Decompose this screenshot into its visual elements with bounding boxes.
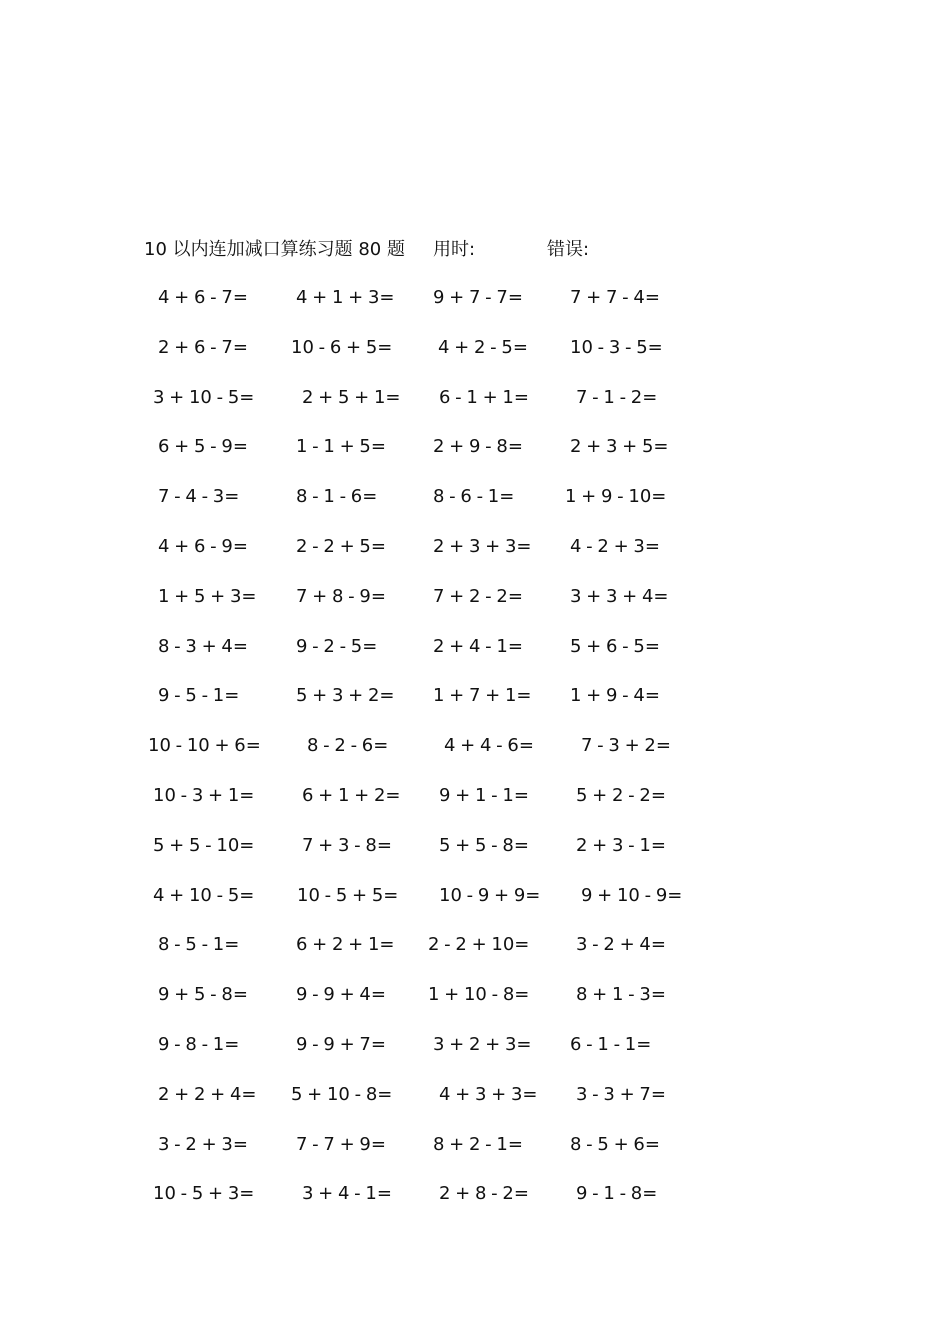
worksheet-title: 10 以内连加减口算练习题 80 题 [144,239,405,260]
problem-item: 9 - 8 - 1= [158,1033,240,1055]
problem-row [0,681,950,731]
problem-item: 2 + 3 + 5= [570,436,669,458]
problem-item: 9 - 9 + 4= [296,984,386,1006]
problem-row [0,333,950,383]
problem-item: 1 + 5 + 3= [158,585,257,607]
problem-row [0,980,950,1030]
problem-item: 4 + 4 - 6= [444,735,534,757]
problem-item: 7 + 3 - 8= [302,834,392,856]
problem-item: 10 - 9 + 9= [439,884,541,906]
time-used-label: 用时: [433,239,476,260]
problem-row [0,781,950,831]
problem-item: 5 + 3 + 2= [296,685,395,707]
problem-row [0,831,950,881]
problem-item: 6 + 1 + 2= [302,784,401,806]
problem-item: 10 - 6 + 5= [291,336,393,358]
problem-item: 2 + 6 - 7= [158,336,248,358]
problem-item: 2 + 5 + 1= [302,386,401,408]
problem-row [0,482,950,532]
problem-item: 2 + 3 + 3= [433,535,532,557]
problem-item: 5 + 2 - 2= [576,784,666,806]
problem-item: 1 + 10 - 8= [428,984,530,1006]
problem-item: 10 - 3 + 1= [153,784,255,806]
problem-item: 4 + 2 - 5= [438,336,528,358]
problem-item: 3 - 2 + 4= [576,934,666,956]
problem-item: 3 + 3 + 4= [570,585,669,607]
problem-item: 6 + 2 + 1= [296,934,395,956]
problem-item: 8 - 5 - 1= [158,934,240,956]
problem-item: 8 - 3 + 4= [158,635,248,657]
problem-item: 7 + 7 - 4= [570,287,660,308]
problem-item: 5 + 5 - 8= [439,834,529,856]
problem-item: 7 - 7 + 9= [296,1133,386,1155]
problem-item: 7 - 1 - 2= [576,386,658,408]
problem-item: 8 - 1 - 6= [296,486,378,508]
problem-row [0,582,950,632]
problem-item: 1 + 9 - 10= [565,486,667,508]
problem-item: 5 + 10 - 8= [291,1083,393,1105]
worksheet-header [0,236,950,264]
problem-grid [0,283,950,1229]
problem-item: 5 + 6 - 5= [570,635,660,657]
problem-row [0,731,950,781]
problem-item: 7 + 2 - 2= [433,585,523,607]
problem-item: 1 - 1 + 5= [296,436,386,458]
problem-item: 1 + 9 - 4= [570,685,660,707]
problem-item: 8 + 1 - 3= [576,984,666,1006]
problem-item: 4 + 10 - 5= [153,884,255,906]
problem-item: 10 - 10 + 6= [148,735,261,757]
problem-item: 1 + 7 + 1= [433,685,532,707]
problem-item: 10 - 5 + 3= [153,1183,255,1205]
problem-row [0,632,950,682]
problem-item: 3 - 3 + 7= [576,1083,666,1105]
problem-item: 9 - 5 - 1= [158,685,240,707]
problem-item: 8 - 5 + 6= [570,1133,660,1155]
problem-item: 6 - 1 + 1= [439,386,529,408]
problem-item: 2 + 8 - 2= [439,1183,529,1205]
problem-item: 3 + 4 - 1= [302,1183,392,1205]
problem-row [0,1179,950,1229]
problem-item: 9 + 10 - 9= [581,884,683,906]
problem-item: 9 + 5 - 8= [158,984,248,1006]
problem-item: 9 - 1 - 8= [576,1183,658,1205]
problem-row [0,1030,950,1080]
problem-item: 3 - 2 + 3= [158,1133,248,1155]
problem-row [0,532,950,582]
problem-item: 2 + 3 - 1= [576,834,666,856]
problem-item: 2 + 9 - 8= [433,436,523,458]
problem-item: 9 + 7 - 7= [433,287,523,308]
errors-label: 错误: [547,239,590,260]
problem-item: 3 + 2 + 3= [433,1033,532,1055]
problem-item: 4 + 6 - 7= [158,287,248,308]
problem-item: 10 - 5 + 5= [297,884,399,906]
problem-row [0,1080,950,1130]
problem-row [0,881,950,931]
problem-item: 10 - 3 - 5= [570,336,663,358]
problem-item: 8 + 2 - 1= [433,1133,523,1155]
problem-item: 7 - 4 - 3= [158,486,240,508]
problem-item: 3 + 10 - 5= [153,386,255,408]
problem-item: 5 + 5 - 10= [153,834,255,856]
problem-row [0,283,950,333]
problem-item: 8 - 6 - 1= [433,486,515,508]
problem-item: 8 - 2 - 6= [307,735,389,757]
problem-item: 4 - 2 + 3= [570,535,660,557]
problem-item: 2 + 4 - 1= [433,635,523,657]
problem-row [0,930,950,980]
problem-item: 6 - 1 - 1= [570,1033,652,1055]
problem-item: 9 - 2 - 5= [296,635,378,657]
problem-item: 2 - 2 + 10= [428,934,530,956]
problem-item: 4 + 3 + 3= [439,1083,538,1105]
problem-row [0,383,950,433]
problem-item: 2 + 2 + 4= [158,1083,257,1105]
problem-item: 4 + 6 - 9= [158,535,248,557]
problem-row [0,1130,950,1180]
problem-item: 7 + 8 - 9= [296,585,386,607]
problem-item: 2 - 2 + 5= [296,535,386,557]
problem-item: 9 - 9 + 7= [296,1033,386,1055]
problem-item: 6 + 5 - 9= [158,436,248,458]
problem-row [0,432,950,482]
problem-item: 7 - 3 + 2= [581,735,671,757]
problem-item: 9 + 1 - 1= [439,784,529,806]
problem-item: 4 + 1 + 3= [296,287,395,308]
